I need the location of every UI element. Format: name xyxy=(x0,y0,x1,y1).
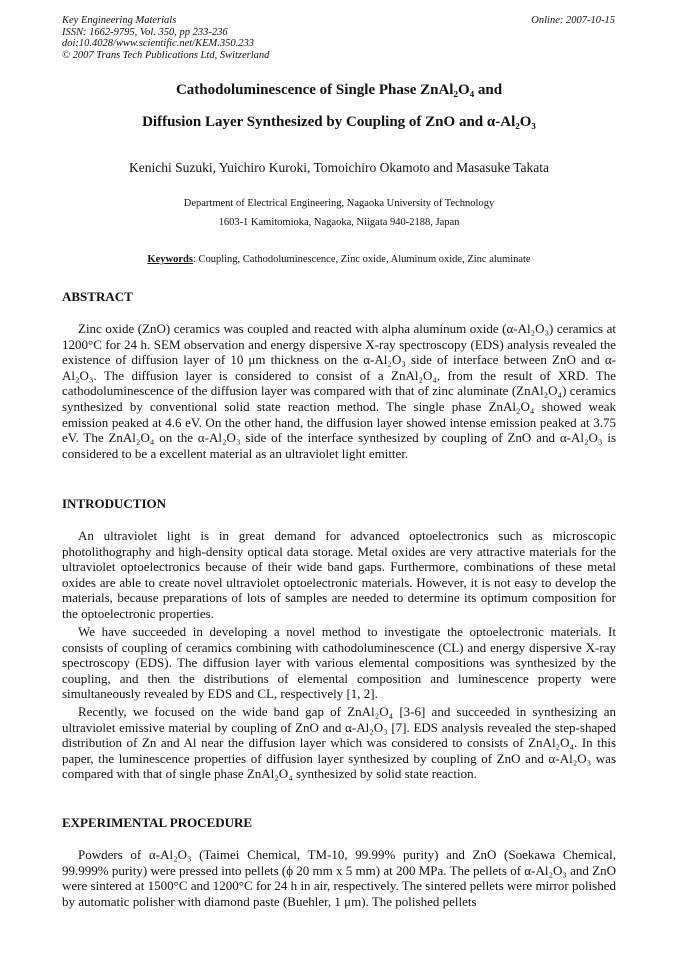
abstract-text: Zinc oxide (ZnO) ceramics was coupled and reacted with alpha aluminum oxide (α-Al₂O₃) ceramics at 1200°C for 24 h. SEM observation and energy dispersive X-ray spectroscopy (EDS) analysis revealed the existence of diffusion layer of 10 μm thickness on the α-Al₂O₃ side of interface between ZnO and α-Al₂O₃. The diffusion layer is considered to consist of a ZnAl₂O₄, from the result of XRD. The cathodoluminescence of the diffusion layer was compared with that of zinc aluminate (ZnAl₂O₄) ceramics synthesized by conventional solid state reaction method. The single phase ZnAl₂O₄ showed weak emission peaked at 4.6 eV. On the other hand, the diffusion layer showed intense emission peaked at 3.75 eV. The ZnAl₂O₄ on the α-Al₂O₃ side of the interface synthesized by coupling of ZnO and α-Al₂O₃ is considered to be a excellent material as an ultraviolet light emitter. xyxy=(62,321,616,461)
title-line-2: Diffusion Layer Synthesized by Coupling of ZnO and α-Al₂O₃ xyxy=(142,114,536,130)
introduction-paragraph-2: We have succeeded in developing a novel method to investigate the optoelectronic materials. It consists of coupling of ceramics combining with cathodoluminescence (CL) and energy dispersive X-ray spectroscopy (EDS). The diffusion layer with various elemental compositions was synthesized by the coupling, and then the distributions of elemental composition and luminescence property were simultaneously revealed by EDS and CL, respectively [1, 2]. xyxy=(62,624,616,702)
issn-line: ISSN: 1662-9795, Vol. 350, pp 233-236 xyxy=(62,26,228,38)
abstract-heading: ABSTRACT xyxy=(62,289,133,304)
affiliation-line-1: Department of Electrical Engineering, Nagaoka University of Technology xyxy=(183,198,495,209)
keywords xyxy=(40,254,638,265)
copyright-line: © 2007 Trans Tech Publications Ltd, Switzerland xyxy=(62,49,270,61)
journal-header xyxy=(62,15,269,61)
journal-name: Key Engineering Materials xyxy=(62,15,177,26)
title-line-1: Cathodoluminescence of Single Phase ZnAl₂O₄ and xyxy=(175,82,503,98)
keywords-text: : Coupling, Cathodoluminescence, Zinc oxide, Aluminum oxide, Zinc aluminate xyxy=(192,254,531,265)
experimental-paragraph-1: Powders of α-Al₂O₃ (Taimei Chemical, TM-10, 99.99% purity) and ZnO (Soekawa Chemical, 99.999% purity) were pressed into pellets (ϕ 20 mm x 5 mm) at 200 MPa. The pellets of α-Al₂O₃ and ZnO were sintered at 1500°C and 1200°C for 24 h in air, respectively. The sintered pellets were mirror polished by automatic polisher with diamond paste (Buehler, 1 μm). The polished pellets xyxy=(62,847,616,909)
experimental-heading: EXPERIMENTAL PROCEDURE xyxy=(62,815,253,830)
authors: Kenichi Suzuki, Yuichiro Kuroki, Tomoichiro Okamoto and Masasuke Takata xyxy=(128,160,550,175)
introduction-paragraph-1: An ultraviolet light is in great demand for advanced optoelectronics such as microscopic photolithography and high-density optical data storage. Metal oxides are very attractive materials for the ultraviolet optoelectronics because of their wide band gaps. Furthermore, combinations of these metal oxides are able to create novel ultraviolet optoelectronic materials. However, it is not easy to develop the materials, because preparations of lots of samples are needed to determine its optimum composition for the optoelectronic properties. xyxy=(62,528,616,621)
online-date: Online: 2007-10-15 xyxy=(531,15,615,26)
keywords-label: Keywords xyxy=(147,254,193,265)
doi-line: doi:10.4028/www.scientific.net/KEM.350.233 xyxy=(62,38,254,49)
introduction-paragraph-3: Recently, we focused on the wide band gap of ZnAl₂O₄ [3-6] and succeeded in synthesizing an ultraviolet emissive material by coupling of ZnO and α-Al₂O₃ [7]. EDS analysis revealed the step-shaped distribution of Zn and Al near the diffusion layer which was considered to consists of ZnAl₂O₄. In this paper, the luminescence properties of diffusion layer synthesized by coupling of ZnO and α-Al₂O₃ was compared with that of single phase ZnAl₂O₄ synthesized by solid state reaction. xyxy=(62,704,616,782)
introduction-heading: INTRODUCTION xyxy=(62,496,167,511)
affiliation-line-2: 1603-1 Kamitomioka, Nagaoka, Niigata 940-2188, Japan xyxy=(218,217,460,228)
